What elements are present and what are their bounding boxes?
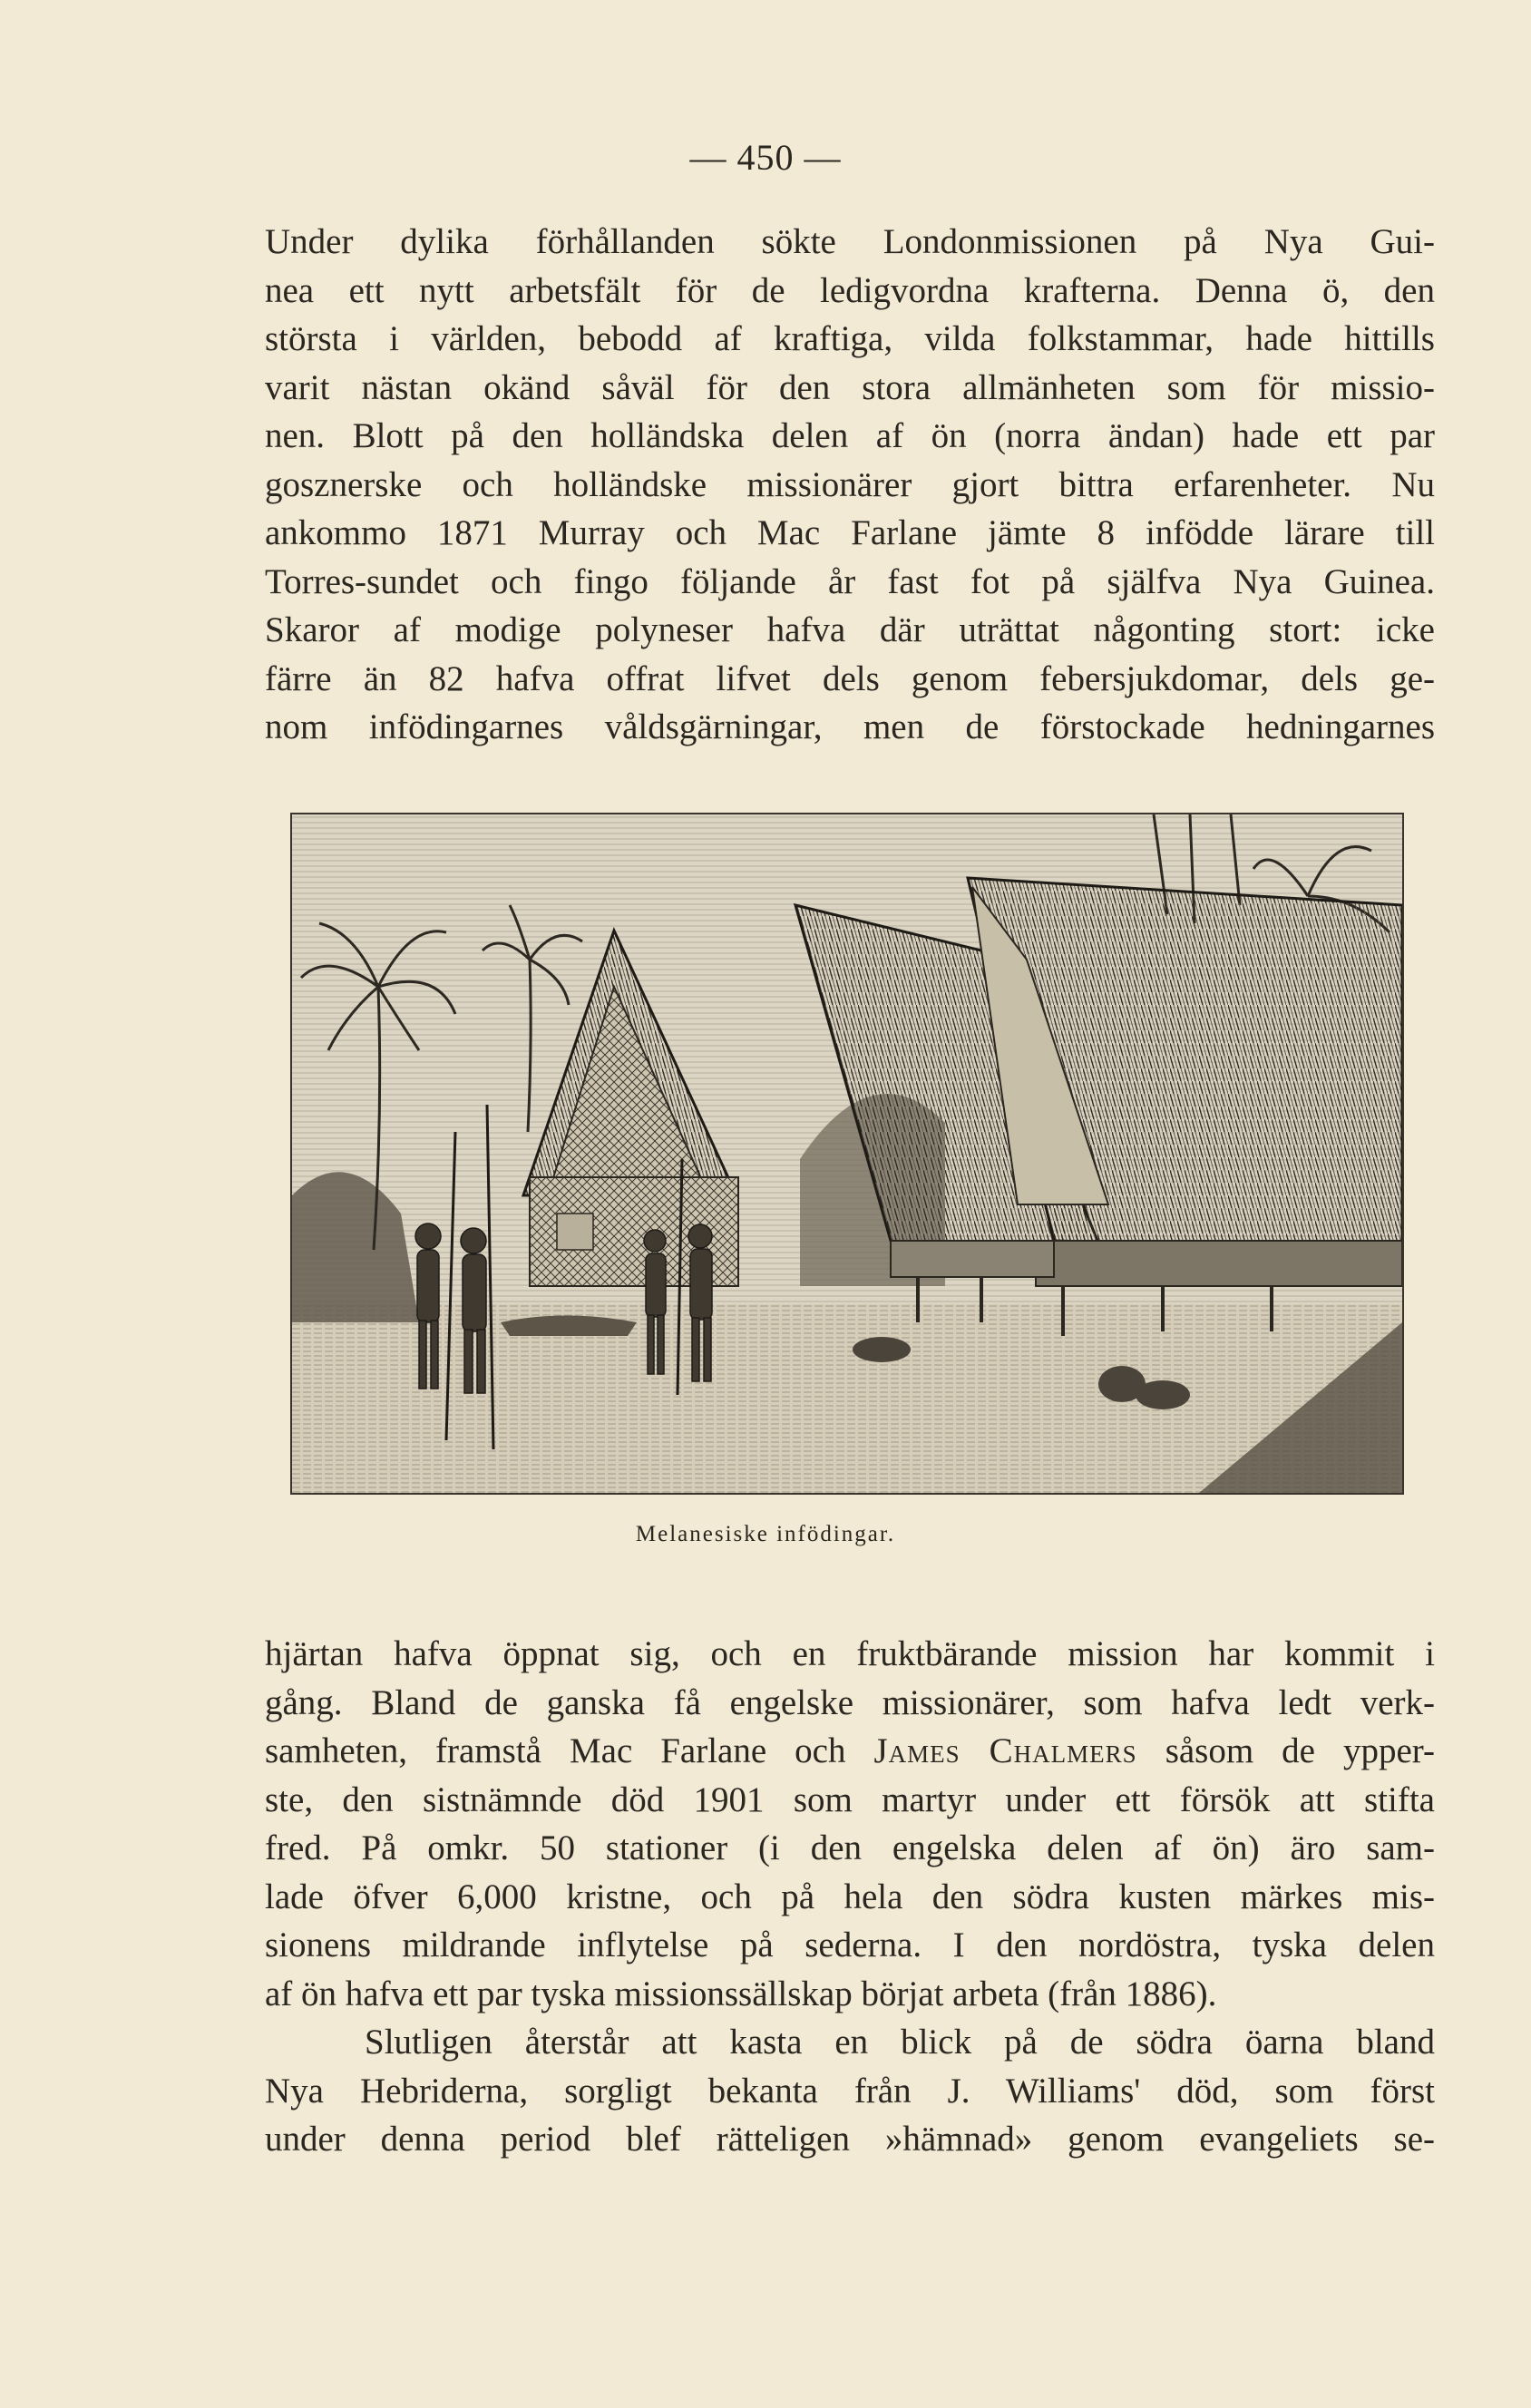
text-line: af ön hafva ett par tyska missionssällskap börjat arbeta (från 1886). (265, 1974, 1217, 2013)
text-line: nea ett nytt arbetsfält för de ledigvordna krafterna. Denna ö, den (265, 270, 1435, 310)
text-line: gång. Bland de ganska få engelske missionärer, som hafva ledt verk- (265, 1682, 1435, 1722)
page-number: — 450 — (689, 137, 842, 178)
text-segment: samheten, framstå Mac Farlane och (265, 1731, 874, 1770)
text-line: ste, den sistnämnde död 1901 som martyr under ett försök att stifta (265, 1779, 1435, 1819)
text-line: Slutligen återstår att kasta en blick på de södra öarna bland (365, 2023, 1435, 2062)
paragraph-bottom (265, 1630, 1435, 2164)
text-line: hjärtan hafva öppnat sig, och en fruktbärande mission har kommit i (265, 1634, 1435, 1673)
figure-caption: Melanesiske infödingar. (635, 1522, 896, 1546)
text-line: färre än 82 hafva offrat lifvet dels genom febersjukdomar, dels ge- (265, 658, 1435, 698)
text-line (265, 1727, 1435, 1776)
text-line: sionens mildrande inflytelse på sederna. I den nordöstra, tyska delen (265, 1925, 1435, 1964)
paragraph-top (265, 218, 1435, 752)
text-line: under denna period blef rätteligen »hämnad» genom evangeliets se- (265, 2120, 1435, 2159)
text-line: Skaror af modige polyneser hafva där uträttat någonting stort: icke (265, 610, 1435, 649)
person-name: James Chalmers (873, 1731, 1137, 1770)
text-line: ankommo 1871 Murray och Mac Farlane jämte 8 infödde lärare till (265, 513, 1435, 552)
text-line: varit nästan okänd såväl för den stora allmänheten som för missio- (265, 367, 1435, 407)
text-line: Nya Hebriderna, sorgligt bekanta från J. Williams' död, som först (265, 2071, 1435, 2111)
text-line: Under dylika förhållanden sökte Londonmissionen på Nya Gui- (265, 222, 1435, 261)
text-line: fred. På omkr. 50 stationer (i den engelska delen af ön) äro sam- (265, 1828, 1435, 1867)
village-engraving (292, 814, 1402, 1493)
text-line: största i världen, bebodd af kraftiga, vilda folkstammar, hade hittills (265, 319, 1435, 358)
text-line: gosznerske och holländske missionärer gjort bittra erfarenheter. Nu (265, 464, 1435, 504)
text-line: nen. Blott på den holländska delen af ön (norra ändan) hade ett par (265, 416, 1435, 455)
text-line: nom infödingarnes våldsgärningar, men de förstockade hedningarnes (265, 707, 1435, 746)
text-line: Torres-sundet och fingo följande år fast fot på själfva Nya Guinea. (265, 561, 1435, 601)
engraving-illustration (290, 813, 1404, 1495)
text-segment: såsom de ypper- (1136, 1731, 1435, 1770)
text-line: lade öfver 6,000 kristne, och på hela den södra kusten märkes mis- (265, 1877, 1435, 1916)
